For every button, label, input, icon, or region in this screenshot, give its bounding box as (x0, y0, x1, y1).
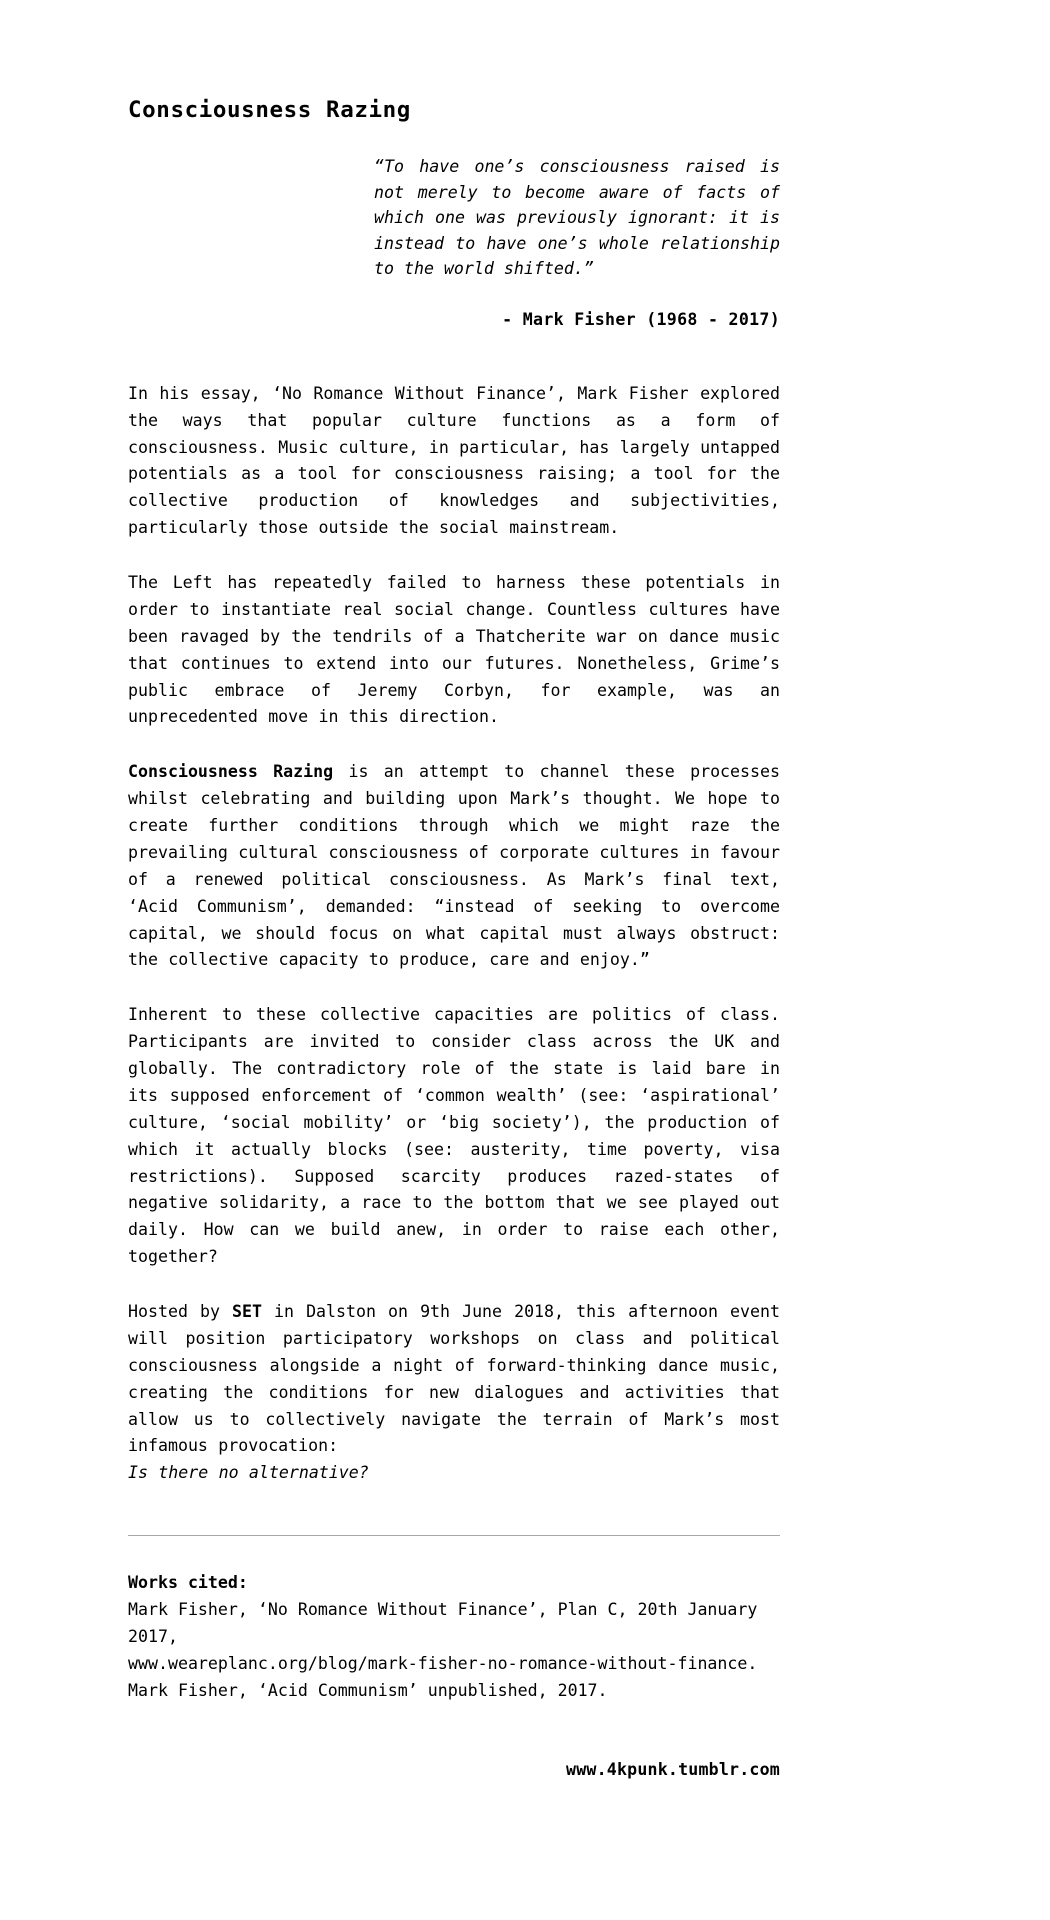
document-body (128, 96, 780, 1705)
page-title: Consciousness Razing (128, 97, 411, 123)
epigraph-quote: “To have one’s consciousness raised is not merely to become aware of facts of which one was previously ignorant: it is instead to have one’s whole relationship to the world shifted.” (374, 157, 780, 279)
epigraph-block (374, 154, 780, 282)
text-run: In his essay, ‘No Romance Without Finance’, Mark Fisher explored the ways that popular culture functions as a form of consciousness. Music culture, in particular, has largely untapped potentials as a tool for consciousness raising; a tool for the collective production of knowledges and subjectivities, particularly those outside the social mainstream. (128, 383, 780, 538)
epigraph-attribution: - Mark Fisher (1968 - 2017) (502, 309, 780, 329)
paragraph-4 (128, 1002, 780, 1271)
paragraph-2 (128, 570, 780, 731)
paragraph-5 (128, 1299, 780, 1487)
body-paragraphs (128, 381, 780, 1487)
text-run: Hosted by (128, 1302, 233, 1322)
emphasis-bold: Consciousness Razing (128, 762, 334, 782)
paragraph-1 (128, 381, 780, 542)
emphasis-bold: SET (232, 1302, 262, 1322)
works-cited-block (128, 1570, 780, 1704)
text-run: The Left has repeatedly failed to harness these potentials in order to instantiate real social change. Countless cultures have been ravaged by the tendrils of a Thatcherite war on dance music that continues to extend into our futures. Nonetheless, Grime’s public embrace of Jeremy Corbyn, for example, was an unprecedented move in this direction. (128, 573, 780, 727)
text-run: in Dalston on 9th June 2018, this afternoon event will position participatory workshops on class and political consciousness alongside a night of forward-thinking dance music, creating the conditions for new dialogues and activities that allow us to collectively navigate the terrain of Mark’s most infamous provocation: (128, 1302, 780, 1456)
footer-site-url: www.4kpunk.tumblr.com (566, 1760, 780, 1779)
closing-italic-line: Is there no alternative? (128, 1463, 369, 1483)
works-cited-entry-3: Mark Fisher, ‘Acid Communism’ unpublished, 2017. (128, 1680, 608, 1700)
paragraph-3 (128, 759, 780, 974)
section-divider (128, 1535, 780, 1536)
works-cited-entry-1: Mark Fisher, ‘No Romance Without Finance’, Plan C, 20th January 2017, (128, 1600, 758, 1646)
text-run: Inherent to these collective capacities are politics of class. Participants are invited to consider class across the UK and globally. The contradictory role of the state is laid bare in its supposed enforcement of ‘common wealth’ (see: ‘aspirational’ culture, ‘social mobility’ or ‘big society’), the production of which it actually blocks (see: austerity, time poverty, visa restrictions). Supposed scarcity produces razed-states of negative solidarity, a race to the bottom that we see played out daily. How can we build anew, in order to raise each other, together? (128, 1005, 780, 1267)
works-cited-entry-2: www.weareplanc.org/blog/mark-fisher-no-romance-without-finance. (128, 1653, 758, 1673)
works-cited-heading: Works cited: (128, 1573, 248, 1593)
text-run: is an attempt to channel these processes whilst celebrating and building upon Mark’s thought. We hope to create further conditions through which we might raze the prevailing cultural consciousness of corporate cultures in favour of a renewed political consciousness. As Mark’s final text, ‘Acid Communism’, demanded: “instead of seeking to overcome capital, we should focus on what capital must always obstruct: the collective capacity to produce, care and enjoy.” (128, 762, 780, 970)
